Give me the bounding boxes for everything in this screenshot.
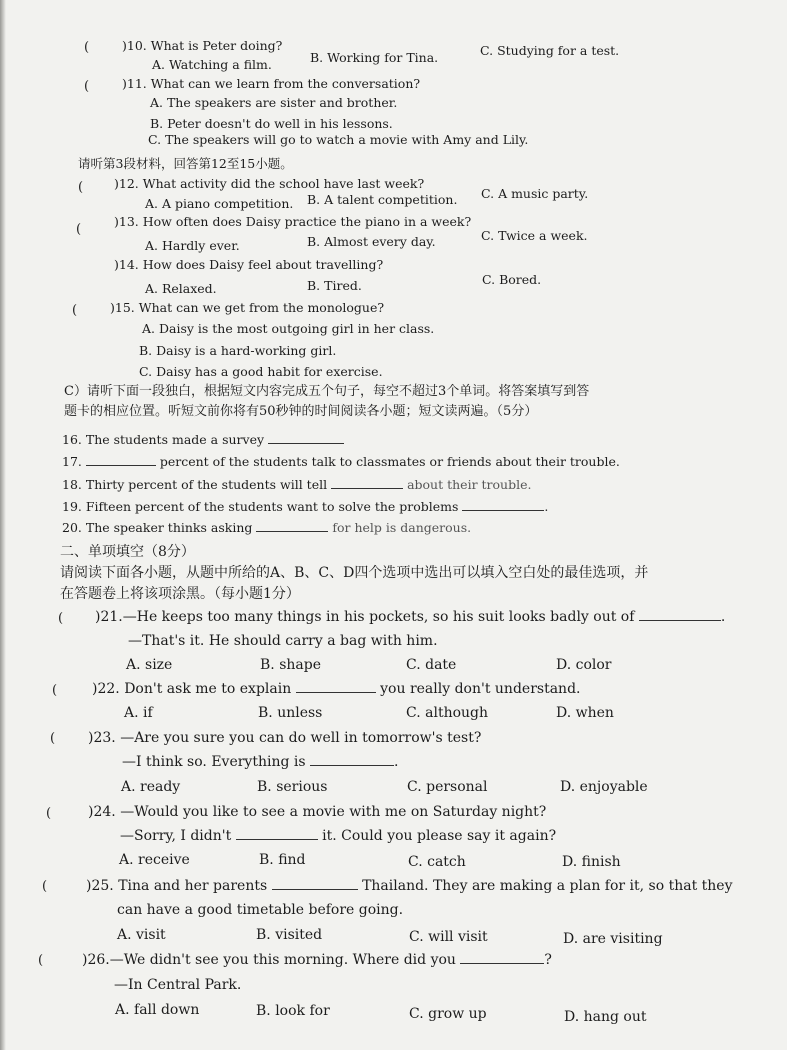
q23-option-b: B. serious — [257, 779, 328, 795]
q26-option-d: D. hang out — [564, 1009, 647, 1025]
question-14: )14. How does Daisy feel about travelling? — [114, 257, 384, 272]
q23-reply: —I think so. Everything is . — [122, 754, 399, 770]
sentence-19: 19. Fifteen percent of the students want to solve the problems . — [62, 499, 549, 514]
question-22: )22. Don't ask me to explain you really don't understand. — [92, 681, 581, 697]
q26-option-b: B. look for — [256, 1003, 330, 1019]
section3-instruction: 请听第3段材料，回答第12至15小题。 — [78, 156, 293, 171]
question-10: )10. What is Peter doing? — [122, 38, 283, 53]
q23-option-a: A. ready — [121, 779, 181, 795]
q15-option-c: C. Daisy has a good habit for exercise. — [139, 364, 383, 379]
q25-continuation: can have a good timetable before going. — [117, 902, 404, 918]
q21-reply: —That's it. He should carry a bag with him. — [128, 633, 438, 649]
answer-paren: ( — [38, 953, 44, 968]
q10-option-b: B. Working for Tina. — [310, 50, 439, 65]
q11-option-a: A. The speakers are sister and brother. — [150, 95, 398, 110]
q21-option-b: B. shape — [260, 657, 321, 673]
question-21: )21.—He keeps too many things in his pockets, so his suit looks badly out of . — [95, 609, 726, 625]
answer-paren: ( — [58, 611, 64, 626]
q26-reply: —In Central Park. — [114, 977, 242, 993]
question-24: )24. —Would you like to see a movie with me on Saturday night? — [88, 804, 547, 820]
question-13: )13. How often does Daisy practice the piano in a week? — [114, 214, 472, 229]
scan-edge-shadow — [0, 0, 6, 1050]
answer-paren: ( — [42, 879, 48, 894]
q24-option-b: B. find — [259, 852, 306, 868]
question-25: )25. Tina and her parents Thailand. They are making a plan for it, so that they — [86, 878, 733, 894]
q25-option-c: C. will visit — [409, 929, 488, 945]
q13-option-a: A. Hardly ever. — [145, 238, 240, 253]
sentence-18: 18. Thirty percent of the students will tell about their trouble. — [62, 477, 532, 492]
q21-option-d: D. color — [556, 657, 612, 673]
question-12: )12. What activity did the school have last week? — [114, 176, 425, 191]
q14-option-a: A. Relaxed. — [145, 281, 217, 296]
sentence-17: 17. percent of the students talk to classmates or friends about their trouble. — [62, 454, 620, 469]
q24-option-a: A. receive — [119, 852, 190, 868]
answer-paren: ( — [50, 731, 56, 746]
q10-option-c: C. Studying for a test. — [480, 43, 620, 58]
q25-option-a: A. visit — [117, 927, 166, 943]
q22-option-a: A. if — [124, 705, 153, 721]
section2-heading: 二、单项填空（8分） — [60, 544, 195, 560]
question-11: )11. What can we learn from the conversation? — [122, 76, 421, 91]
q24-option-d: D. finish — [562, 854, 621, 870]
q22-option-c: C. although — [406, 705, 489, 721]
q25-option-b: B. visited — [256, 927, 323, 943]
q23-option-d: D. enjoyable — [560, 779, 648, 795]
q14-option-c: C. Bored. — [482, 272, 542, 287]
q12-option-c: C. A music party. — [481, 186, 589, 201]
q13-option-b: B. Almost every day. — [307, 234, 436, 249]
section2-instruction-line2: 在答题卷上将该项涂黑。（每小题1分） — [60, 586, 300, 602]
q26-option-c: C. grow up — [409, 1006, 487, 1022]
q25-option-d: D. are visiting — [563, 931, 663, 947]
q11-option-c: C. The speakers will go to watch a movie with Amy and Lily. — [148, 132, 529, 147]
sentence-20: 20. The speaker thinks asking for help is dangerous. — [62, 520, 472, 535]
answer-paren: ( — [46, 806, 52, 821]
q24-reply: —Sorry, I didn't it. Could you please say it again? — [120, 828, 557, 844]
partc-instruction-line1: C）请听下面一段独白，根据短文内容完成五个句子，每空不超过3个单词。将答案填写到答 — [64, 384, 590, 399]
q22-option-d: D. when — [556, 705, 614, 721]
q12-option-a: A. A piano competition. — [145, 196, 294, 211]
q24-option-c: C. catch — [408, 854, 466, 870]
question-26: )26.—We didn't see you this morning. Where did you ? — [82, 952, 552, 968]
q23-option-c: C. personal — [407, 779, 488, 795]
answer-paren: ( — [76, 222, 82, 237]
q26-option-a: A. fall down — [115, 1002, 200, 1018]
q15-option-a: A. Daisy is the most outgoing girl in her class. — [142, 321, 435, 336]
q12-option-b: B. A talent competition. — [307, 192, 458, 207]
answer-paren: ( — [84, 79, 90, 94]
question-15: )15. What can we get from the monologue? — [110, 300, 385, 315]
answer-paren: ( — [52, 683, 58, 698]
q21-option-c: C. date — [406, 657, 457, 673]
q11-option-b: B. Peter doesn't do well in his lessons. — [150, 116, 393, 131]
answer-paren: ( — [78, 180, 84, 195]
answer-paren: ( — [72, 303, 78, 318]
sentence-16: 16. The students made a survey — [62, 432, 344, 448]
answer-paren: ( — [84, 40, 90, 55]
q21-option-a: A. size — [126, 657, 173, 673]
q13-option-c: C. Twice a week. — [481, 228, 588, 243]
partc-instruction-line2: 题卡的相应位置。听短文前你将有50秒钟的时间阅读各小题；短文读两遍。（5分） — [64, 404, 538, 419]
q10-option-a: A. Watching a film. — [152, 57, 272, 72]
question-23: )23. —Are you sure you can do well in tomorrow's test? — [88, 730, 482, 746]
q14-option-b: B. Tired. — [307, 278, 362, 293]
q15-option-b: B. Daisy is a hard-working girl. — [139, 343, 337, 358]
section2-instruction-line1: 请阅读下面各小题，从题中所给的A、B、C、D四个选项中选出可以填入空白处的最佳选项，并 — [60, 565, 649, 581]
q22-option-b: B. unless — [258, 705, 323, 721]
